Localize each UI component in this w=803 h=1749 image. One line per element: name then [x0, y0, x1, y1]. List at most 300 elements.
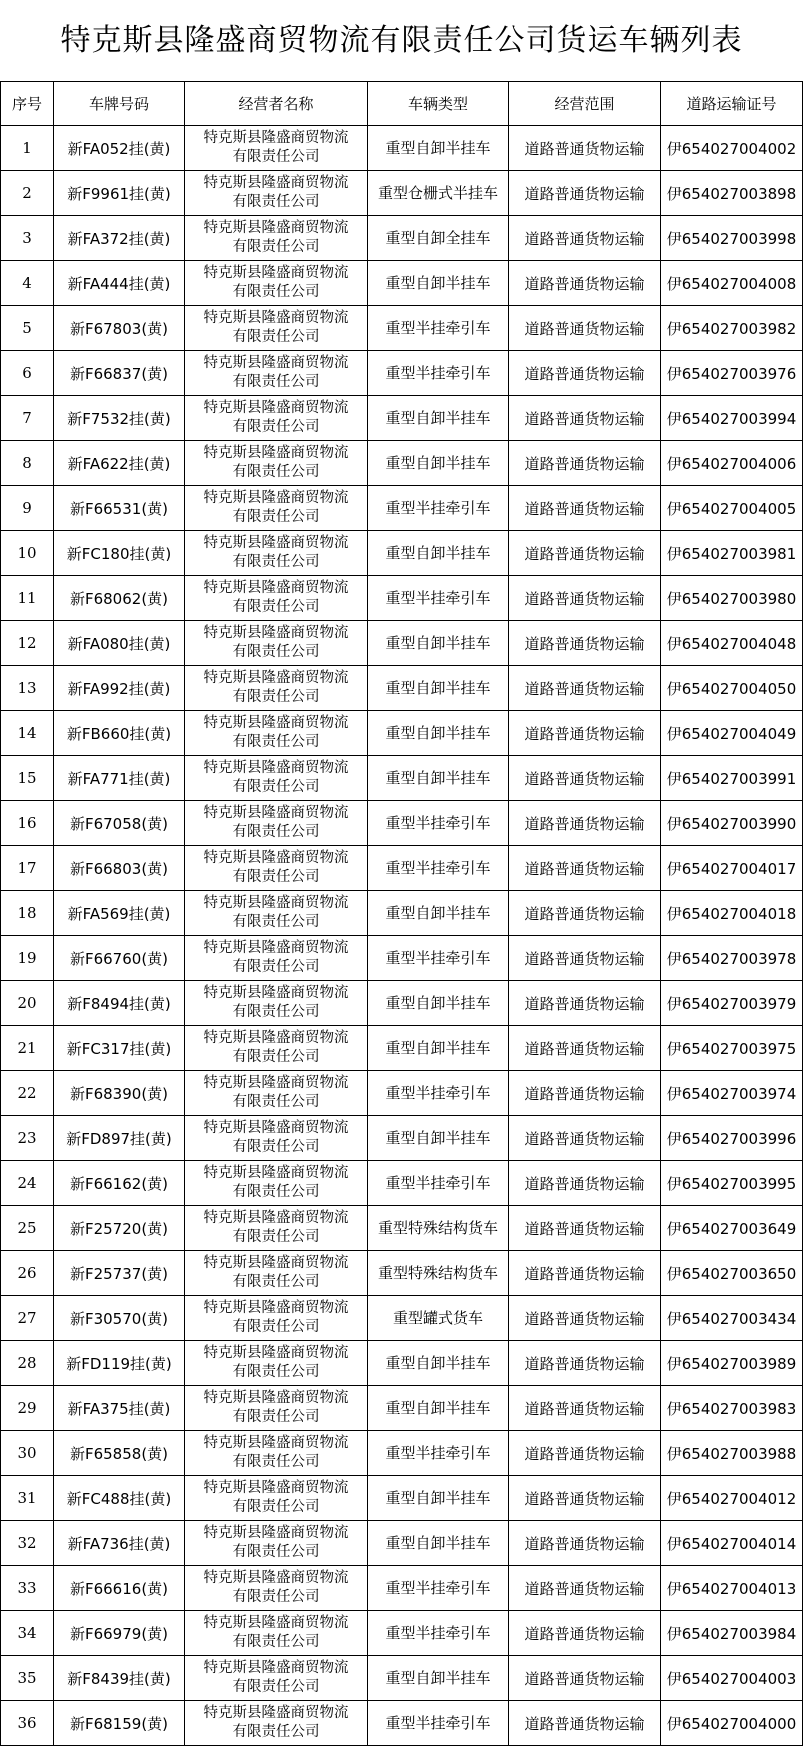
row-operator-cell [185, 1386, 368, 1431]
column-header-plate: 车牌号码 [54, 82, 185, 126]
row-vehicle-type-cell: 重型半挂牵引车 [368, 351, 509, 396]
column-header-vehicle-type: 车辆类型 [368, 82, 509, 126]
table-row [1, 126, 803, 171]
row-cert-cell: 伊654027004014 [661, 1521, 803, 1566]
row-plate-cell: 新F68159(黄) [54, 1701, 185, 1746]
row-cert-cell: 伊654027003994 [661, 396, 803, 441]
row-plate-cell: 新F66837(黄) [54, 351, 185, 396]
row-plate-cell: 新FD119挂(黄) [54, 1341, 185, 1386]
row-scope-cell: 道路普通货物运输 [509, 441, 661, 486]
row-scope-cell: 道路普通货物运输 [509, 801, 661, 846]
row-plate-cell: 新FC317挂(黄) [54, 1026, 185, 1071]
row-seq-cell: 31 [1, 1476, 54, 1521]
operator-name-line: 有限责任公司 [232, 599, 320, 615]
row-scope-cell: 道路普通货物运输 [509, 1656, 661, 1701]
row-plate-cell: 新FA372挂(黄) [54, 216, 185, 261]
operator-name-line: 特克斯县隆盛商贸物流 [203, 850, 349, 866]
row-plate-cell: 新FA622挂(黄) [54, 441, 185, 486]
row-plate-cell: 新FA375挂(黄) [54, 1386, 185, 1431]
column-header-seq: 序号 [1, 82, 54, 126]
table-row [1, 1341, 803, 1386]
operator-name-line: 有限责任公司 [232, 1229, 320, 1245]
table-row [1, 396, 803, 441]
row-operator-cell [185, 1251, 368, 1296]
row-vehicle-type-cell: 重型半挂牵引车 [368, 1566, 509, 1611]
table-row [1, 1476, 803, 1521]
table-row [1, 846, 803, 891]
row-scope-cell: 道路普通货物运输 [509, 666, 661, 711]
operator-name-line: 有限责任公司 [232, 1409, 320, 1425]
row-operator-cell [185, 1476, 368, 1521]
row-scope-cell: 道路普通货物运输 [509, 891, 661, 936]
operator-name-line: 特克斯县隆盛商贸物流 [203, 220, 349, 236]
row-seq-cell: 13 [1, 666, 54, 711]
row-operator-cell [185, 1206, 368, 1251]
table-row [1, 891, 803, 936]
row-seq-cell: 34 [1, 1611, 54, 1656]
row-vehicle-type-cell: 重型半挂牵引车 [368, 486, 509, 531]
operator-name-line: 有限责任公司 [232, 1049, 320, 1065]
row-scope-cell: 道路普通货物运输 [509, 531, 661, 576]
table-row [1, 1026, 803, 1071]
row-vehicle-type-cell: 重型半挂牵引车 [368, 801, 509, 846]
row-seq-cell: 9 [1, 486, 54, 531]
row-cert-cell: 伊654027004012 [661, 1476, 803, 1521]
table-row [1, 1386, 803, 1431]
row-operator-cell [185, 981, 368, 1026]
row-operator-cell [185, 261, 368, 306]
row-seq-cell: 2 [1, 171, 54, 216]
operator-name-line: 特克斯县隆盛商贸物流 [203, 1660, 349, 1676]
row-operator-cell [185, 171, 368, 216]
operator-name-line: 特克斯县隆盛商贸物流 [203, 1435, 349, 1451]
row-scope-cell: 道路普通货物运输 [509, 306, 661, 351]
row-vehicle-type-cell: 重型自卸半挂车 [368, 1026, 509, 1071]
row-cert-cell: 伊654027004008 [661, 261, 803, 306]
row-cert-cell: 伊654027003991 [661, 756, 803, 801]
row-scope-cell: 道路普通货物运输 [509, 1206, 661, 1251]
row-vehicle-type-cell: 重型半挂牵引车 [368, 306, 509, 351]
table-row [1, 216, 803, 261]
row-cert-cell: 伊654027004002 [661, 126, 803, 171]
row-scope-cell: 道路普通货物运输 [509, 486, 661, 531]
row-vehicle-type-cell: 重型半挂牵引车 [368, 846, 509, 891]
operator-name-line: 有限责任公司 [232, 734, 320, 750]
operator-name-line: 有限责任公司 [232, 1184, 320, 1200]
row-cert-cell: 伊654027003989 [661, 1341, 803, 1386]
operator-name-line: 特克斯县隆盛商贸物流 [203, 1120, 349, 1136]
row-operator-cell [185, 351, 368, 396]
row-plate-cell: 新F66760(黄) [54, 936, 185, 981]
row-operator-cell [185, 126, 368, 171]
row-cert-cell: 伊654027003998 [661, 216, 803, 261]
row-seq-cell: 23 [1, 1116, 54, 1161]
column-header-scope: 经营范围 [509, 82, 661, 126]
row-seq-cell: 14 [1, 711, 54, 756]
row-cert-cell: 伊654027004013 [661, 1566, 803, 1611]
row-operator-cell [185, 1521, 368, 1566]
row-vehicle-type-cell: 重型半挂牵引车 [368, 1071, 509, 1116]
operator-name-line: 有限责任公司 [232, 1094, 320, 1110]
table-row [1, 1566, 803, 1611]
row-operator-cell [185, 396, 368, 441]
row-vehicle-type-cell: 重型半挂牵引车 [368, 1701, 509, 1746]
row-cert-cell: 伊654027004050 [661, 666, 803, 711]
row-cert-cell: 伊654027003978 [661, 936, 803, 981]
row-vehicle-type-cell: 重型自卸半挂车 [368, 126, 509, 171]
row-scope-cell: 道路普通货物运输 [509, 1566, 661, 1611]
table-row [1, 486, 803, 531]
row-cert-cell: 伊654027004005 [661, 486, 803, 531]
row-plate-cell: 新FA569挂(黄) [54, 891, 185, 936]
row-plate-cell: 新F7532挂(黄) [54, 396, 185, 441]
row-seq-cell: 29 [1, 1386, 54, 1431]
row-operator-cell [185, 1116, 368, 1161]
operator-name-line: 特克斯县隆盛商贸物流 [203, 625, 349, 641]
row-seq-cell: 1 [1, 126, 54, 171]
row-operator-cell [185, 801, 368, 846]
row-scope-cell: 道路普通货物运输 [509, 1701, 661, 1746]
row-vehicle-type-cell: 重型半挂牵引车 [368, 1161, 509, 1206]
operator-name-line: 有限责任公司 [232, 554, 320, 570]
operator-name-line: 特克斯县隆盛商贸物流 [203, 1480, 349, 1496]
operator-name-line: 有限责任公司 [232, 869, 320, 885]
row-seq-cell: 36 [1, 1701, 54, 1746]
row-plate-cell: 新FB660挂(黄) [54, 711, 185, 756]
row-plate-cell: 新FA080挂(黄) [54, 621, 185, 666]
row-plate-cell: 新F68062(黄) [54, 576, 185, 621]
row-operator-cell [185, 846, 368, 891]
row-cert-cell: 伊654027004018 [661, 891, 803, 936]
row-seq-cell: 20 [1, 981, 54, 1026]
row-seq-cell: 5 [1, 306, 54, 351]
row-cert-cell: 伊654027004000 [661, 1701, 803, 1746]
row-vehicle-type-cell: 重型特殊结构货车 [368, 1251, 509, 1296]
row-seq-cell: 17 [1, 846, 54, 891]
row-plate-cell: 新F8439挂(黄) [54, 1656, 185, 1701]
table-row [1, 621, 803, 666]
table-row [1, 711, 803, 756]
row-scope-cell: 道路普通货物运输 [509, 1026, 661, 1071]
row-scope-cell: 道路普通货物运输 [509, 936, 661, 981]
row-scope-cell: 道路普通货物运输 [509, 1611, 661, 1656]
row-operator-cell [185, 486, 368, 531]
table-row [1, 936, 803, 981]
operator-name-line: 特克斯县隆盛商贸物流 [203, 265, 349, 281]
operator-name-line: 有限责任公司 [232, 374, 320, 390]
row-cert-cell: 伊654027004003 [661, 1656, 803, 1701]
operator-name-line: 有限责任公司 [232, 329, 320, 345]
table-row [1, 1521, 803, 1566]
table-row [1, 171, 803, 216]
row-seq-cell: 4 [1, 261, 54, 306]
operator-name-line: 有限责任公司 [232, 509, 320, 525]
table-row [1, 1431, 803, 1476]
row-scope-cell: 道路普通货物运输 [509, 711, 661, 756]
row-operator-cell [185, 1431, 368, 1476]
operator-name-line: 特克斯县隆盛商贸物流 [203, 940, 349, 956]
row-seq-cell: 32 [1, 1521, 54, 1566]
operator-name-line: 特克斯县隆盛商贸物流 [203, 1255, 349, 1271]
row-plate-cell: 新F66616(黄) [54, 1566, 185, 1611]
row-vehicle-type-cell: 重型自卸半挂车 [368, 756, 509, 801]
row-operator-cell [185, 441, 368, 486]
operator-name-line: 特克斯县隆盛商贸物流 [203, 490, 349, 506]
row-plate-cell: 新F25720(黄) [54, 1206, 185, 1251]
row-vehicle-type-cell: 重型半挂牵引车 [368, 1611, 509, 1656]
table-body [1, 126, 803, 1746]
row-operator-cell [185, 1701, 368, 1746]
row-cert-cell: 伊654027004017 [661, 846, 803, 891]
row-plate-cell: 新F30570(黄) [54, 1296, 185, 1341]
row-operator-cell [185, 216, 368, 261]
operator-name-line: 有限责任公司 [232, 194, 320, 210]
row-plate-cell: 新FC488挂(黄) [54, 1476, 185, 1521]
row-seq-cell: 11 [1, 576, 54, 621]
operator-name-line: 特克斯县隆盛商贸物流 [203, 1570, 349, 1586]
row-cert-cell: 伊654027003649 [661, 1206, 803, 1251]
row-scope-cell: 道路普通货物运输 [509, 126, 661, 171]
row-cert-cell: 伊654027003996 [661, 1116, 803, 1161]
row-operator-cell [185, 756, 368, 801]
row-vehicle-type-cell: 重型自卸全挂车 [368, 216, 509, 261]
row-plate-cell: 新F66162(黄) [54, 1161, 185, 1206]
row-scope-cell: 道路普通货物运输 [509, 1251, 661, 1296]
table-row [1, 1161, 803, 1206]
row-plate-cell: 新F67058(黄) [54, 801, 185, 846]
row-vehicle-type-cell: 重型自卸半挂车 [368, 1386, 509, 1431]
operator-name-line: 特克斯县隆盛商贸物流 [203, 1300, 349, 1316]
row-scope-cell: 道路普通货物运输 [509, 1071, 661, 1116]
row-plate-cell: 新F66803(黄) [54, 846, 185, 891]
table-row [1, 801, 803, 846]
operator-name-line: 特克斯县隆盛商贸物流 [203, 1705, 349, 1721]
operator-name-line: 特克斯县隆盛商贸物流 [203, 805, 349, 821]
row-seq-cell: 22 [1, 1071, 54, 1116]
row-scope-cell: 道路普通货物运输 [509, 396, 661, 441]
row-operator-cell [185, 936, 368, 981]
row-seq-cell: 24 [1, 1161, 54, 1206]
table-row [1, 1206, 803, 1251]
row-plate-cell: 新FD897挂(黄) [54, 1116, 185, 1161]
table-row [1, 756, 803, 801]
row-cert-cell: 伊654027003434 [661, 1296, 803, 1341]
row-operator-cell [185, 576, 368, 621]
row-vehicle-type-cell: 重型仓栅式半挂车 [368, 171, 509, 216]
row-vehicle-type-cell: 重型自卸半挂车 [368, 621, 509, 666]
operator-name-line: 有限责任公司 [232, 1724, 320, 1740]
row-plate-cell: 新FA052挂(黄) [54, 126, 185, 171]
row-scope-cell: 道路普通货物运输 [509, 621, 661, 666]
operator-name-line: 有限责任公司 [232, 464, 320, 480]
row-plate-cell: 新F67803(黄) [54, 306, 185, 351]
row-vehicle-type-cell: 重型自卸半挂车 [368, 1656, 509, 1701]
row-seq-cell: 7 [1, 396, 54, 441]
operator-name-line: 有限责任公司 [232, 1499, 320, 1515]
operator-name-line: 有限责任公司 [232, 239, 320, 255]
table-row [1, 666, 803, 711]
operator-name-line: 特克斯县隆盛商贸物流 [203, 670, 349, 686]
row-plate-cell: 新F9961挂(黄) [54, 171, 185, 216]
row-vehicle-type-cell: 重型自卸半挂车 [368, 396, 509, 441]
row-seq-cell: 12 [1, 621, 54, 666]
row-cert-cell: 伊654027003983 [661, 1386, 803, 1431]
operator-name-line: 特克斯县隆盛商贸物流 [203, 310, 349, 326]
row-plate-cell: 新FA444挂(黄) [54, 261, 185, 306]
row-vehicle-type-cell: 重型自卸半挂车 [368, 261, 509, 306]
operator-name-line: 有限责任公司 [232, 1634, 320, 1650]
row-scope-cell: 道路普通货物运输 [509, 1431, 661, 1476]
row-scope-cell: 道路普通货物运输 [509, 1386, 661, 1431]
row-seq-cell: 16 [1, 801, 54, 846]
row-vehicle-type-cell: 重型自卸半挂车 [368, 666, 509, 711]
operator-name-line: 特克斯县隆盛商贸物流 [203, 445, 349, 461]
operator-name-line: 有限责任公司 [232, 1589, 320, 1605]
row-vehicle-type-cell: 重型特殊结构货车 [368, 1206, 509, 1251]
row-operator-cell [185, 621, 368, 666]
operator-name-line: 有限责任公司 [232, 689, 320, 705]
operator-name-line: 有限责任公司 [232, 149, 320, 165]
row-cert-cell: 伊654027004006 [661, 441, 803, 486]
row-seq-cell: 35 [1, 1656, 54, 1701]
operator-name-line: 特克斯县隆盛商贸物流 [203, 130, 349, 146]
operator-name-line: 特克斯县隆盛商贸物流 [203, 985, 349, 1001]
row-seq-cell: 3 [1, 216, 54, 261]
row-scope-cell: 道路普通货物运输 [509, 1116, 661, 1161]
table-row [1, 1611, 803, 1656]
row-cert-cell: 伊654027003981 [661, 531, 803, 576]
row-vehicle-type-cell: 重型自卸半挂车 [368, 981, 509, 1026]
operator-name-line: 特克斯县隆盛商贸物流 [203, 1615, 349, 1631]
row-operator-cell [185, 531, 368, 576]
table-row [1, 441, 803, 486]
table-row [1, 1071, 803, 1116]
row-vehicle-type-cell: 重型半挂牵引车 [368, 576, 509, 621]
row-scope-cell: 道路普通货物运输 [509, 1296, 661, 1341]
operator-name-line: 有限责任公司 [232, 914, 320, 930]
row-vehicle-type-cell: 重型自卸半挂车 [368, 711, 509, 756]
operator-name-line: 有限责任公司 [232, 779, 320, 795]
row-vehicle-type-cell: 重型自卸半挂车 [368, 1476, 509, 1521]
row-scope-cell: 道路普通货物运输 [509, 981, 661, 1026]
table-row [1, 531, 803, 576]
row-seq-cell: 27 [1, 1296, 54, 1341]
row-operator-cell [185, 1611, 368, 1656]
table-row [1, 261, 803, 306]
row-scope-cell: 道路普通货物运输 [509, 261, 661, 306]
operator-name-line: 有限责任公司 [232, 1364, 320, 1380]
row-plate-cell: 新F66531(黄) [54, 486, 185, 531]
operator-name-line: 特克斯县隆盛商贸物流 [203, 355, 349, 371]
row-cert-cell: 伊654027003898 [661, 171, 803, 216]
operator-name-line: 有限责任公司 [232, 1544, 320, 1560]
operator-name-line: 有限责任公司 [232, 419, 320, 435]
row-plate-cell: 新FC180挂(黄) [54, 531, 185, 576]
row-scope-cell: 道路普通货物运输 [509, 576, 661, 621]
table-row [1, 306, 803, 351]
page-title: 特克斯县隆盛商贸物流有限责任公司货运车辆列表 [60, 23, 743, 58]
row-seq-cell: 25 [1, 1206, 54, 1251]
operator-name-line: 特克斯县隆盛商贸物流 [203, 1390, 349, 1406]
row-cert-cell: 伊654027003988 [661, 1431, 803, 1476]
operator-name-line: 有限责任公司 [232, 959, 320, 975]
row-operator-cell [185, 666, 368, 711]
row-vehicle-type-cell: 重型自卸半挂车 [368, 1116, 509, 1161]
operator-name-line: 有限责任公司 [232, 284, 320, 300]
table-row [1, 1251, 803, 1296]
row-scope-cell: 道路普通货物运输 [509, 846, 661, 891]
operator-name-line: 有限责任公司 [232, 1454, 320, 1470]
table-row [1, 1296, 803, 1341]
row-plate-cell: 新FA736挂(黄) [54, 1521, 185, 1566]
row-operator-cell [185, 891, 368, 936]
table-row [1, 351, 803, 396]
row-scope-cell: 道路普通货物运输 [509, 1521, 661, 1566]
row-cert-cell: 伊654027003974 [661, 1071, 803, 1116]
row-cert-cell: 伊654027003650 [661, 1251, 803, 1296]
operator-name-line: 有限责任公司 [232, 1139, 320, 1155]
row-vehicle-type-cell: 重型半挂牵引车 [368, 936, 509, 981]
operator-name-line: 特克斯县隆盛商贸物流 [203, 580, 349, 596]
row-seq-cell: 18 [1, 891, 54, 936]
operator-name-line: 特克斯县隆盛商贸物流 [203, 1210, 349, 1226]
row-plate-cell: 新FA771挂(黄) [54, 756, 185, 801]
row-operator-cell [185, 1296, 368, 1341]
operator-name-line: 有限责任公司 [232, 824, 320, 840]
row-vehicle-type-cell: 重型半挂牵引车 [368, 1431, 509, 1476]
row-cert-cell: 伊654027003980 [661, 576, 803, 621]
operator-name-line: 有限责任公司 [232, 1004, 320, 1020]
row-cert-cell: 伊654027003984 [661, 1611, 803, 1656]
operator-name-line: 特克斯县隆盛商贸物流 [203, 1165, 349, 1181]
row-cert-cell: 伊654027003976 [661, 351, 803, 396]
column-header-operator: 经营者名称 [185, 82, 368, 126]
row-plate-cell: 新F65858(黄) [54, 1431, 185, 1476]
row-seq-cell: 6 [1, 351, 54, 396]
row-operator-cell [185, 1071, 368, 1116]
row-vehicle-type-cell: 重型罐式货车 [368, 1296, 509, 1341]
row-vehicle-type-cell: 重型自卸半挂车 [368, 441, 509, 486]
row-operator-cell [185, 1026, 368, 1071]
row-vehicle-type-cell: 重型自卸半挂车 [368, 531, 509, 576]
row-plate-cell: 新F68390(黄) [54, 1071, 185, 1116]
row-cert-cell: 伊654027003995 [661, 1161, 803, 1206]
row-cert-cell: 伊654027003982 [661, 306, 803, 351]
row-seq-cell: 30 [1, 1431, 54, 1476]
row-plate-cell: 新F8494挂(黄) [54, 981, 185, 1026]
row-operator-cell [185, 306, 368, 351]
row-seq-cell: 26 [1, 1251, 54, 1296]
row-operator-cell [185, 1656, 368, 1701]
operator-name-line: 特克斯县隆盛商贸物流 [203, 1075, 349, 1091]
row-plate-cell: 新F25737(黄) [54, 1251, 185, 1296]
row-scope-cell: 道路普通货物运输 [509, 1341, 661, 1386]
operator-name-line: 特克斯县隆盛商贸物流 [203, 1030, 349, 1046]
row-scope-cell: 道路普通货物运输 [509, 171, 661, 216]
row-operator-cell [185, 1566, 368, 1611]
row-vehicle-type-cell: 重型自卸半挂车 [368, 1341, 509, 1386]
table-row [1, 981, 803, 1026]
row-plate-cell: 新F66979(黄) [54, 1611, 185, 1656]
row-seq-cell: 21 [1, 1026, 54, 1071]
row-seq-cell: 15 [1, 756, 54, 801]
row-scope-cell: 道路普通货物运输 [509, 216, 661, 261]
row-operator-cell [185, 1341, 368, 1386]
operator-name-line: 特克斯县隆盛商贸物流 [203, 400, 349, 416]
row-cert-cell: 伊654027003979 [661, 981, 803, 1026]
row-scope-cell: 道路普通货物运输 [509, 351, 661, 396]
table-row [1, 1116, 803, 1161]
